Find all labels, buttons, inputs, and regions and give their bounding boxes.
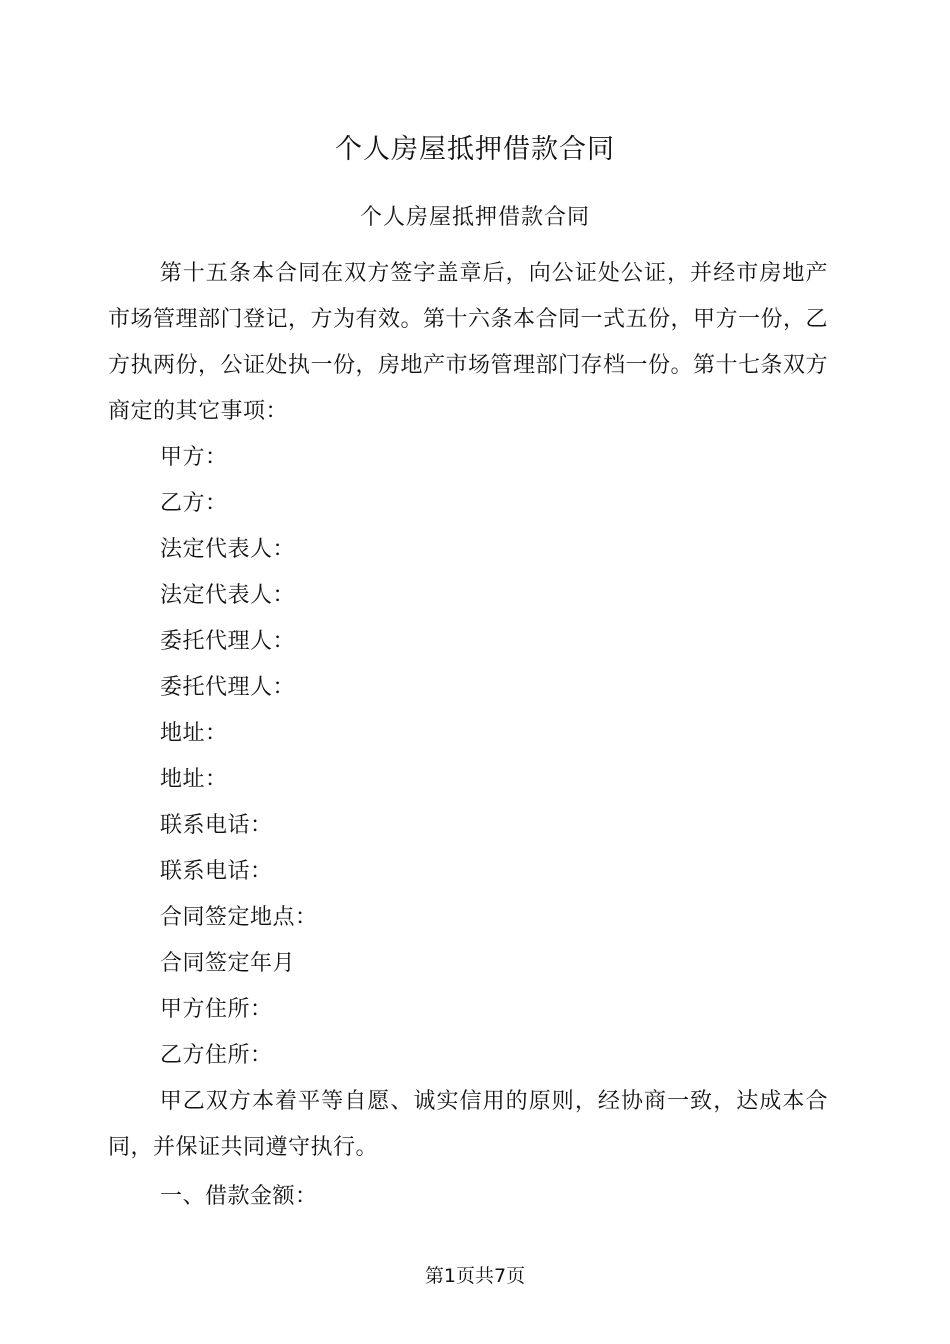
page-number: 第1页共7页 [424, 1265, 526, 1287]
field-party-a: 甲方： [160, 445, 228, 470]
field-legal-rep-b: 法定代表人： [160, 583, 296, 608]
paragraph-clauses: 第十五条本合同在双方签字盖章后，向公证处公证，并经市房地产市场管理部门登记，方为有效。第十六条本合同一式五份，甲方一份，乙方执两份，公证处执一份，房地产市场管理部门存档一份。第十七条双方商定的其它事项： [108, 261, 829, 424]
document-body [108, 251, 828, 1220]
field-residence-a: 甲方住所： [160, 997, 273, 1022]
field-agent-a: 委托代理人： [160, 629, 296, 654]
field-agent-b: 委托代理人： [160, 675, 296, 700]
field-residence-b: 乙方住所： [160, 1043, 273, 1068]
field-phone-b: 联系电话： [160, 859, 273, 884]
paragraph-agreement: 甲乙双方本着平等自愿、诚实信用的原则，经协商一致，达成本合同，并保证共同遵守执行。 [108, 1089, 828, 1160]
field-phone-a: 联系电话： [160, 813, 273, 838]
field-legal-rep-a: 法定代表人： [160, 537, 296, 562]
document-title: 个人房屋抵押借款合同 [335, 134, 615, 165]
field-party-b: 乙方： [160, 491, 228, 516]
field-signing-place: 合同签定地点： [160, 905, 318, 930]
field-address-b: 地址： [160, 767, 228, 792]
field-signing-date: 合同签定年月 [160, 951, 296, 976]
section-heading-loan-amount: 一、借款金额： [160, 1184, 318, 1209]
document-subtitle: 个人房屋抵押借款合同 [359, 205, 590, 230]
field-address-a: 地址： [160, 721, 228, 746]
